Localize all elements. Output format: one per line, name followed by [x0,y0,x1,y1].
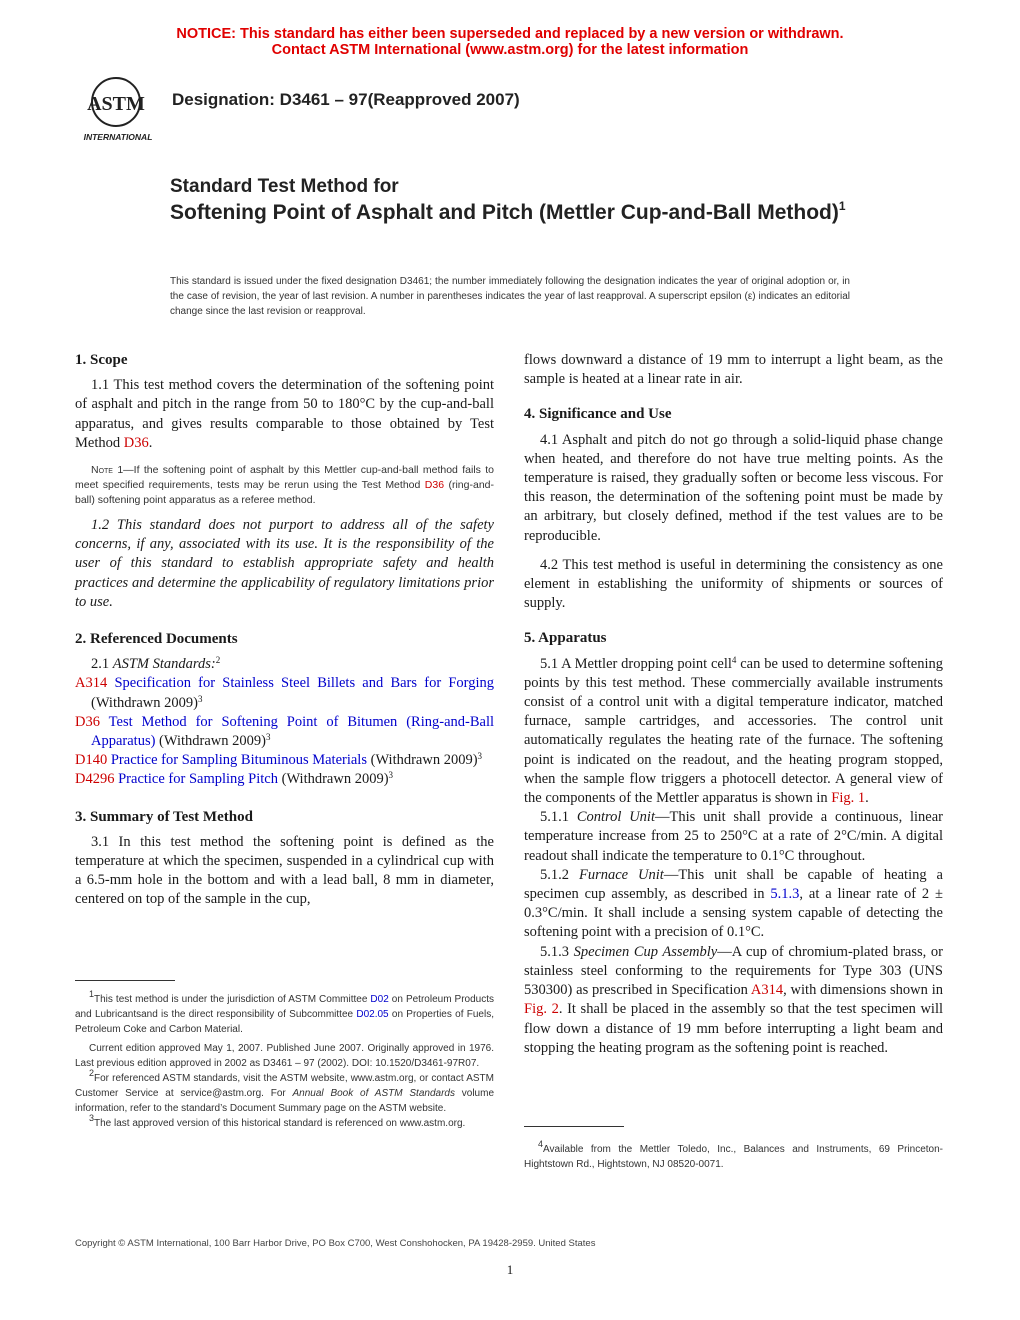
preamble: This standard is issued under the fixed designation D3461; the number immediately following the designation indicates the year of original adoption or, in the case of revision, the year of last revision. A number in parentheses indicates the year of last reapproval. A superscript epsilon (ε) indicates an editorial change since the last revision or reapproval. [170,276,850,317]
section-5-heading: 5. Apparatus [524,630,607,647]
footnote-2: $^2$For referenced ASTM standards, visit the ASTM website, www.astm.org, or contact ASTM Customer Service at service@astm.org. For Annual Book of ASTM Standards volume information, refer to the standard’s Document Summary page on the ASTM website. [75,1068,494,1114]
reference-d4296[interactable]: D4296 Practice for Sampling Pitch (Withdrawn 2009)$^3$ [75,770,394,788]
section-2-heading: 2. Referenced Documents [75,631,238,648]
section-3-continued: flows downward a distance of 19 mm to interrupt a light beam, as the sample is heated at a linear rate in air. [524,352,943,388]
left-column [75,351,494,910]
left-footnotes [75,989,494,1131]
note-1: Note 1—If the softening point of asphalt by this Mettler cup-and-ball method fails to meet specified requirements, tests may be rerun using the Test Method D36 (ring-and-ball) softening point apparatus as a referee method. [75,464,495,507]
section-4-1: 4.1 Asphalt and pitch do not go through a solid-liquid phase change when heated, and therefore do not have true melting points. As the temperature is raised, they gradually soften or become less viscous. For this reason, the determination of the softening point must be made by an arbitrary, but closely defined, method if the test values are to be reproducible. [524,431,943,544]
reference-d140[interactable]: D140 Practice for Sampling Bituminous Materials (Withdrawn 2009)$^3$ [75,751,483,769]
section-4-heading: 4. Significance and Use [524,406,672,423]
section-5-1: 5.1 A Mettler dropping point cell$^4$ can be used to determine softening points by this test method. These commercially available instruments consist of a control unit with a digital temperature indicator, matched furnace, sample cartridges, and accessories. The control unit automatically regulates the heating rate of the furnace. The softening point is indicated on the readout, and the heating program stopped, when the sample flow triggers a photocell detector. A general view of the components of the Mettler apparatus is shown in Fig. 1. [524,654,943,807]
title-footnote-mark: 1 [838,199,846,213]
notice-line-2: Contact ASTM International (www.astm.org) for the latest information [271,42,749,58]
footnote-1: $^1$This test method is under the jurisdiction of ASTM Committee D02 on Petroleum Products and Lubricantsand is the direct responsibility of Subcommittee D02.05 on Properties of Fuels, Petroleum Coke and Carbon Material. [75,989,494,1035]
link-5-1-3[interactable]: 5.1.3 [770,886,800,903]
reference-a314[interactable]: A314 Specification for Stainless Steel Billets and Bars for Forging (Withdrawn 2009)$^3$ [75,675,495,711]
copyright-footer: Copyright © ASTM International, 100 Barr Harbor Drive, PO Box C700, West Conshohocken, PA 19428-2959. United States [75,1238,596,1249]
footnote-rule-right [524,1126,624,1127]
logo-subtext: INTERNATIONAL [83,132,153,142]
logo-text: ASTM [87,93,145,115]
title-main [170,199,870,227]
section-2-1: 2.1 ASTM Standards:$^2$ [91,655,221,673]
link-fig-1[interactable]: Fig. 1 [831,790,866,807]
designation: Designation: D3461 – 97(Reapproved 2007) [172,90,520,109]
title-text: Softening Point of Asphalt and Pitch (Mettler Cup-and-Ball Method) [170,201,839,224]
link-d36[interactable]: D36 [123,434,149,451]
astm-logo [74,74,160,144]
footnote-rule-left [75,980,175,981]
section-5-1-3: 5.1.3 Specimen Cup Assembly—A cup of chromium-plated brass, or stainless steel conforming to the requirements for Type 303 (UNS 530300) as prescribed in Specification A314, with dimensions shown in Fig. 2. It shall be placed in the assembly so that the test specimen will flow down a distance of 19 mm before interrupting a light beam and stopping the heating program as the softening point is reached. [524,943,944,1056]
section-3-heading: 3. Summary of Test Method [75,808,253,825]
reference-list [75,674,494,789]
section-1-2: 1.2 This standard does not purport to address all of the safety concerns, if any, associated with its use. It is the responsibility of the user of this standard to establish appropriate safety and health practices and determine the applicability of regulatory limitations prior to use. [75,517,494,610]
link-d02-05[interactable]: D02.05 [356,1009,389,1020]
link-fig-2[interactable]: Fig. 2 [524,1001,559,1018]
section-4-2: 4.2 This test method is useful in determining the consistency as one element in establishing the uniformity of shipments or sources of supply. [524,556,943,612]
footnote-1-edition: Current edition approved May 1, 2007. Published June 2007. Originally approved in 1976. Last previous edition approved in 2002 as D3461 – 97 (2002). DOI: 10.1520/D3461-97R07. [75,1043,494,1069]
right-column [524,351,943,1058]
page-number: 1 [506,1262,514,1277]
section-5-1-1: 5.1.1 Control Unit—This unit shall provide a continuous, linear temperature increase from 25 to 250°C at a rate of 2°C/min. A digital readout shall indicate the temperature to 0.1°C throughout. [524,809,944,864]
footnote-4: $^4$Available from the Mettler Toledo, Inc., Balances and Instruments, 69 Princeton-Hightstown Rd., Hightstown, NJ 08520-0071. [524,1139,943,1170]
notice-line-1: NOTICE: This standard has either been superseded and replaced by a new version or withdrawn. [176,26,844,42]
title-prefix: Standard Test Method for [170,176,399,197]
link-d02[interactable]: D02 [370,994,389,1005]
section-3-1: 3.1 In this test method the softening point is defined as the temperature at which the specimen, suspended in a cylindrical cup with a 6.5-mm hole in the bottom and with a lead ball, 8 mm in diameter, centered on top of the sample in the cup, [75,833,494,908]
link-a314[interactable]: A314 [750,982,784,999]
footnote-3: $^3$The last approved version of this historical standard is referenced on www.astm.org. [89,1113,466,1129]
link-d36-note[interactable]: D36 [424,479,445,492]
section-1-heading: 1. Scope [75,352,128,368]
section-5-1-2: 5.1.2 Furnace Unit—This unit shall be capable of heating a specimen cup assembly, as described in 5.1.3, at a linear rate of 2 ± 0.3°C/min. It shall include a sensing system capable of detecting the softening point with a precision of 0.1°C. [524,866,943,941]
reference-d36[interactable]: D36 Test Method for Softening Point of Bitumen (Ring-and-Ball Apparatus) (Withdrawn 2009)$^3$ [75,713,495,750]
section-1-1: 1.1 This test method covers the determination of the softening point of asphalt and pitch in the range from 50 to 180°C by the cup-and-ball apparatus, and gives results comparable to those obtained by Test Method D36. [75,377,494,451]
